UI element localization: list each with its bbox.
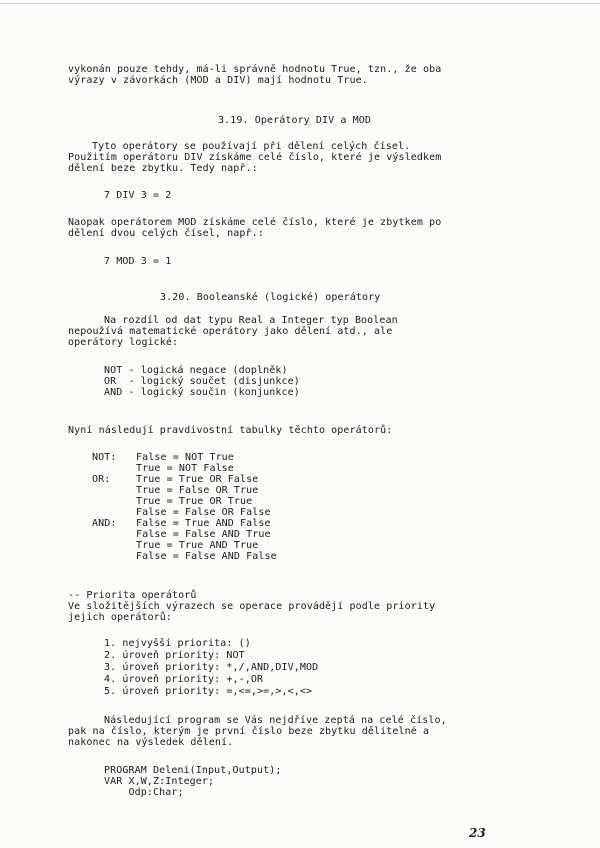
priority-title: -- Priorita operátorů [68, 590, 197, 601]
section-3-19-heading: 3.19. Operátory DIV a MOD [218, 115, 372, 126]
priority-para-line: jejich operátorů: [68, 612, 173, 623]
program-para-line: nakonec na výsledek dělení. [68, 737, 234, 748]
truth-table-row: True = True AND True [136, 540, 259, 551]
operator-or-desc: OR - logický součet (disjunkce) [104, 376, 300, 387]
section-3-19-para-line: Tyto operátory se používají při dělení celých čísel. [92, 141, 411, 152]
operator-and-desc: AND - logický součin (konjunkce) [104, 387, 300, 398]
section-3-19-para2-line: dělení dvou celých čísel, např.: [68, 228, 264, 239]
program-para-line: Následující program se Vás nejdříve zeptá na celé číslo, [104, 715, 447, 726]
priority-level: 5. úroveň priority: =,<=,>=,>,<,<> [104, 686, 313, 697]
truth-table-label: NOT: [92, 452, 117, 463]
truth-table-label: AND: [92, 518, 117, 529]
truth-table-intro: Nyní následují pravdivostní tabulky těchto operátorů: [68, 425, 393, 436]
section-3-19-para-line: dělení beze zbytku. Tedy např.: [68, 163, 258, 174]
priority-level: 4. úroveň priority: +,-,OR [104, 674, 264, 685]
example-mod: 7 MOD 3 = 1 [104, 256, 172, 267]
section-3-20-para-line: operátory logické: [68, 337, 179, 348]
code-line: VAR X,W,Z:Integer; [104, 776, 215, 787]
example-div: 7 DIV 3 = 2 [104, 190, 172, 201]
program-para-line: pak na číslo, kterým je první číslo beze zbytku dělitelné a [68, 726, 430, 737]
truth-table-row: True = True OR False [136, 474, 259, 485]
truth-table-row: False = False OR False [136, 507, 271, 518]
intro-line-2: výrazy v závorkách (MOD a DIV) mají hodnotu True. [68, 75, 368, 86]
truth-table-label: OR: [92, 474, 111, 485]
truth-table-row: False = False AND False [136, 551, 277, 562]
section-3-20-heading: 3.20. Booleanské (logické) operátory [160, 292, 381, 303]
intro-line-1: vykonán pouze tehdy, má-li správně hodnotu True, tzn., že oba [68, 64, 442, 75]
code-line: Odp:Char; [104, 787, 184, 798]
code-line: PROGRAM Deleni(Input,Output); [104, 765, 282, 776]
priority-level: 3. úroveň priority: *,/,AND,DIV,MOD [104, 662, 319, 673]
operator-not-desc: NOT - logická negace (doplněk) [104, 365, 288, 376]
priority-para-line: Ve složitějších výrazech se operace provádějí podle priority [68, 601, 436, 612]
section-3-20-para-line: Na rozdíl od dat typu Real a Integer typ Boolean [104, 315, 398, 326]
truth-table-row: False = True AND False [136, 518, 271, 529]
truth-table-row: True = False OR True [136, 485, 259, 496]
priority-level: 1. nejvyšší priorita: () [104, 638, 251, 649]
truth-table-row: False = False AND True [136, 529, 271, 540]
truth-table-row: True = True OR True [136, 496, 253, 507]
scan-edge-line [0, 3, 600, 4]
section-3-19-para2-line: Naopak operátorem MOD získáme celé číslo, které je zbytkem po [68, 217, 442, 228]
truth-table-row: True = NOT False [136, 463, 234, 474]
section-3-20-para-line: nepoužívá matematické operátory jako dělení atd., ale [68, 326, 393, 337]
section-3-19-para-line: Použitím operátoru DIV získáme celé číslo, které je výsledkem [68, 152, 442, 163]
page-number: 23 [469, 826, 486, 840]
priority-level: 2. úroveň priority: NOT [104, 650, 245, 661]
truth-table-row: False = NOT True [136, 452, 234, 463]
